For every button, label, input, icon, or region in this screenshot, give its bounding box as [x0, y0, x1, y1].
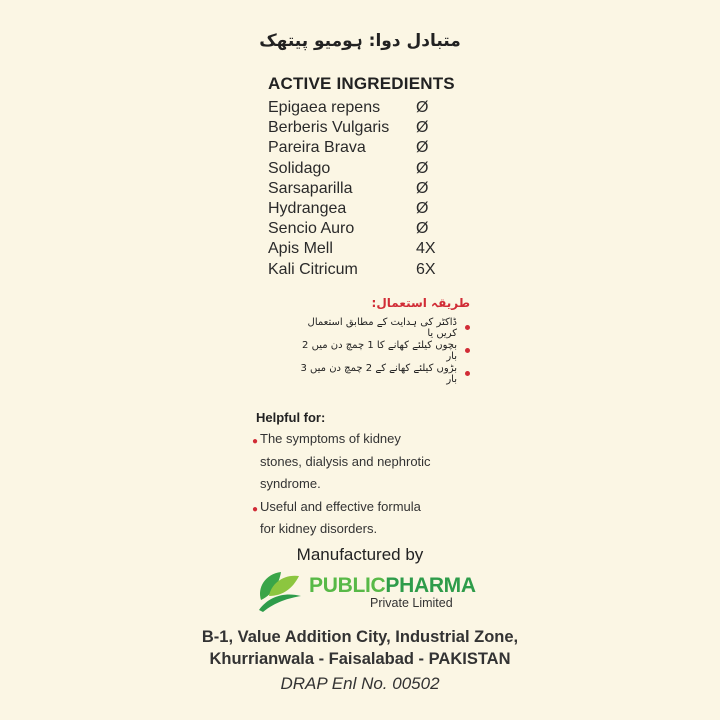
drap-number: DRAP Enl No. 00502 — [280, 674, 440, 693]
usage-urdu-title: طریقہ استعمال: — [371, 296, 470, 310]
ingredient-potency: 4X — [416, 240, 436, 258]
helpful-line: Useful and effective formula — [260, 498, 421, 514]
ingredient-name: Pareira Brava — [268, 139, 366, 157]
usage-urdu-item — [290, 362, 470, 385]
usage-urdu-text: ڈاکٹر کی ہدایت کے مطابق استعمال کریں یا — [307, 316, 457, 339]
ingredient-row — [268, 159, 456, 179]
ingredients-title: ACTIVE INGREDIENTS — [268, 74, 455, 93]
ingredient-potency: Ø — [416, 139, 429, 157]
ingredient-potency: Ø — [416, 99, 429, 117]
ingredient-row — [268, 138, 456, 158]
usage-urdu-text: بچوں کیلئے کھانے کا 1 چمچ دن میں 2 بار — [302, 339, 457, 362]
ingredient-potency: Ø — [416, 179, 429, 197]
brand-subtitle: Private Limited — [370, 596, 453, 610]
helpful-line: The symptoms of kidney — [260, 431, 401, 446]
ingredient-row — [268, 179, 456, 199]
usage-urdu-section — [290, 296, 470, 385]
helpful-item — [252, 428, 462, 496]
helpful-line: syndrome. — [260, 476, 321, 491]
ingredient-row — [268, 239, 456, 259]
ingredient-potency: Ø — [416, 220, 429, 238]
ingredient-row — [268, 98, 456, 118]
brand-name-part1: PUBLIC — [309, 574, 386, 597]
ingredient-potency: Ø — [416, 200, 429, 218]
usage-urdu-item — [290, 339, 470, 362]
ingredient-potency: 6X — [416, 260, 436, 278]
bullet-icon: ● — [252, 436, 259, 447]
ingredient-potency: Ø — [416, 119, 429, 137]
helpful-line: stones, dialysis and nephrotic — [260, 453, 431, 469]
ingredient-name: Sencio Auro — [268, 220, 355, 238]
ingredient-name: Kali Citricum — [268, 260, 358, 278]
brand-name-part2: PHARMA — [385, 574, 476, 597]
usage-urdu-text: بڑوں کیلئے کھانے کے 2 چمچ دن میں 3 بار — [300, 362, 457, 385]
address-line: Khurrianwala - Faisalabad - PAKISTAN — [209, 650, 511, 668]
bullet-icon: ● — [252, 503, 259, 515]
ingredient-row — [268, 219, 456, 239]
helpful-line: for kidney disorders. — [260, 521, 378, 536]
usage-urdu-item — [290, 316, 470, 339]
ingredient-row — [268, 260, 456, 280]
ingredient-name: Epigaea repens — [268, 99, 381, 117]
ingredient-name: Solidago — [268, 159, 331, 177]
address-line: B-1, Value Addition City, Industrial Zone, — [201, 628, 519, 646]
ingredient-row — [268, 118, 456, 138]
bullet-icon — [465, 371, 470, 376]
helpful-item — [252, 496, 462, 541]
leaf-logo-icon — [255, 566, 305, 614]
helpful-title: Helpful for: — [256, 410, 326, 425]
bullet-icon — [465, 348, 470, 353]
ingredient-name: Hydrangea — [268, 200, 347, 218]
ingredient-row — [268, 199, 456, 219]
ingredient-potency: Ø — [416, 159, 429, 177]
ingredient-name: Sarsaparilla — [268, 179, 353, 197]
brand-name — [309, 574, 476, 598]
manufactured-by-label: Manufactured by — [296, 545, 424, 564]
helpful-list — [252, 428, 462, 541]
ingredient-name: Apis Mell — [268, 240, 333, 258]
ingredients-list — [268, 98, 456, 280]
ingredient-name: Berberis Vulgaris — [268, 119, 390, 137]
address — [0, 626, 720, 670]
urdu-title: متبادل دوا: ہومیو پیتھک — [259, 31, 461, 51]
bullet-icon — [465, 325, 470, 330]
